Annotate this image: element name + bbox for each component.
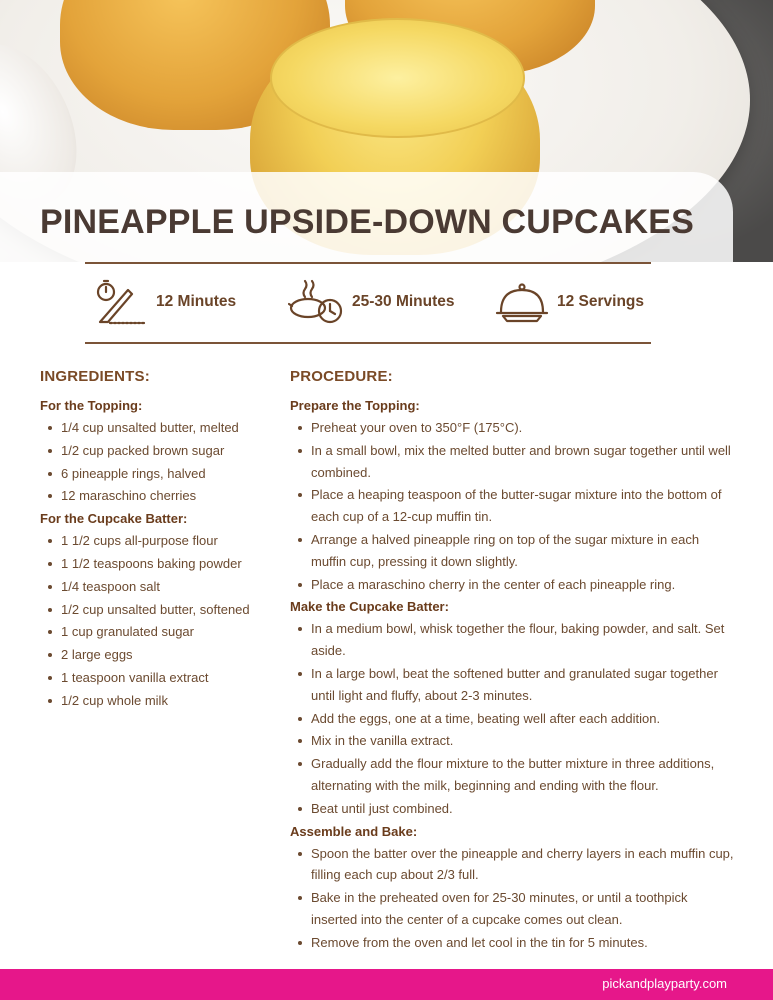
procedure-step-item: Spoon the batter over the pineapple and cherry layers in each muffin cup, filling each cup about 2/3 full. [290, 843, 735, 887]
pan-clock-icon [288, 278, 344, 326]
pineapple-ring [270, 18, 525, 138]
servings-label: 12 Servings [557, 293, 645, 310]
site-link[interactable]: pickandplayparty.com [602, 976, 727, 991]
procedure-step-list [290, 618, 735, 819]
ingredient-item: 1/4 cup unsalted butter, melted [40, 417, 275, 439]
prep-time-stat [94, 276, 236, 328]
divider-top [85, 262, 651, 264]
ingredient-item: 1 teaspoon vanilla extract [40, 667, 275, 689]
procedure-step-list [290, 417, 735, 595]
cook-time-label: 25-30 Minutes [352, 293, 455, 310]
ingredient-item: 1 1/2 teaspoons baking powder [40, 553, 275, 575]
ingredient-item: 1/2 cup packed brown sugar [40, 440, 275, 462]
ingredient-item: 2 large eggs [40, 644, 275, 666]
procedure-step-group-title: Prepare the Topping: [290, 398, 420, 413]
procedure-step-item: Place a heaping teaspoon of the butter-sugar mixture into the bottom of each cup of a 12-cup muffin tin. [290, 484, 735, 528]
ingredient-item: 1 1/2 cups all-purpose flour [40, 530, 275, 552]
procedure-step-item: Preheat your oven to 350°F (175°C). [290, 417, 735, 439]
ingredients-heading: INGREDIENTS: [40, 368, 150, 385]
ingredient-item: 1/2 cup whole milk [40, 690, 275, 712]
recipe-title: PINEAPPLE UPSIDE-DOWN CUPCAKES [40, 203, 694, 241]
ingredient-group-title: For the Cupcake Batter: [40, 511, 188, 527]
ingredient-item: 1 cup granulated sugar [40, 621, 275, 643]
procedure-step-item: In a small bowl, mix the melted butter and brown sugar together until well combined. [290, 440, 735, 484]
ingredients-section [40, 368, 275, 713]
ingredient-item: 1/4 teaspoon salt [40, 576, 275, 598]
procedure-step-item: Bake in the preheated oven for 25-30 minutes, or until a toothpick inserted into the center of a cupcake comes out clean. [290, 887, 735, 931]
procedure-step-group-title: Make the Cupcake Batter: [290, 599, 449, 615]
procedure-step-item: Beat until just combined. [290, 798, 735, 820]
footer-bar [0, 969, 773, 1000]
procedure-step-item: Add the eggs, one at a time, beating well after each addition. [290, 708, 735, 730]
prep-time-label: 12 Minutes [156, 293, 237, 310]
ingredient-group-title: For the Topping: [40, 398, 143, 413]
procedure-groups [290, 395, 735, 954]
procedure-step-item: Mix in the vanilla extract. [290, 730, 735, 752]
procedure-section [290, 368, 735, 955]
procedure-step-group-title: Assemble and Bake: [290, 823, 418, 839]
timer-knife-icon [94, 278, 148, 326]
ingredient-item: 6 pineapple rings, halved [40, 463, 275, 485]
procedure-step-item: In a large bowl, beat the softened butter and granulated sugar together until light and fluffy, about 2-3 minutes. [290, 663, 735, 707]
procedure-step-item: In a medium bowl, whisk together the flour, baking powder, and salt. Set aside. [290, 618, 735, 662]
serving-cloche-icon [495, 278, 549, 326]
ingredient-item: 12 maraschino cherries [40, 485, 275, 507]
procedure-step-item: Remove from the oven and let cool in the tin for 5 minutes. [290, 932, 735, 954]
procedure-step-item: Gradually add the flour mixture to the butter mixture in three additions, alternating with the milk, beginning and ending with the flour. [290, 753, 735, 797]
ingredient-item: 1/2 cup unsalted butter, softened [40, 599, 275, 621]
procedure-step-list [290, 843, 735, 954]
servings-stat [495, 276, 644, 328]
procedure-heading: PROCEDURE: [290, 368, 393, 385]
cook-time-stat [288, 276, 455, 328]
ingredients-groups [40, 395, 275, 712]
procedure-step-item: Arrange a halved pineapple ring on top of the sugar mixture in each muffin cup, pressing it down slightly. [290, 529, 735, 573]
procedure-step-item: Place a maraschino cherry in the center of each pineapple ring. [290, 574, 735, 596]
ingredient-list [40, 530, 275, 711]
ingredient-list [40, 417, 275, 507]
divider-bottom [85, 342, 651, 344]
